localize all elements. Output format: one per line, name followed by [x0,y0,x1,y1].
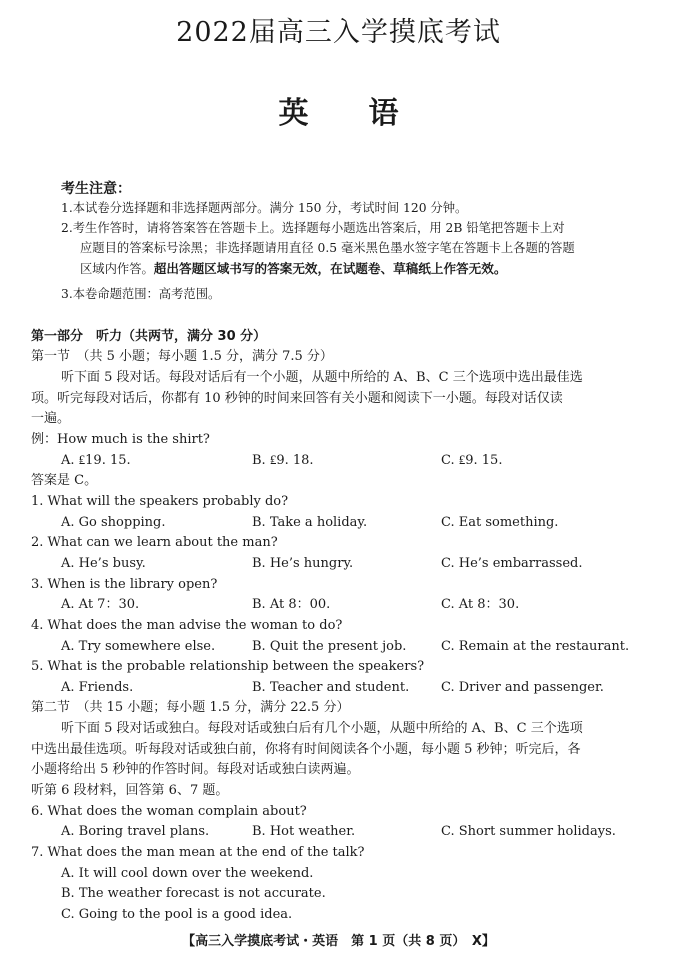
example-option-b: B. ₤9. 18. [252,453,314,468]
material-6-instruction: 听第 6 段材料，回答第 6、7 题。 [31,783,229,798]
subject-title [0,88,677,132]
section1-intro-line-1: 听下面 5 段对话。每段对话后有一个小题，从题中所给的 A、B、C 三个选项中选出最佳选 [61,370,583,385]
question-5: 5. What is the probable relationship between the speakers? [31,659,425,674]
question-1-option-a: A. Go shopping. [61,515,166,530]
section2-title: 第二节 （共 15 小题；每小题 1.5 分，满分 22.5 分） [31,700,350,715]
notice-emphasis: 超出答题区域书写的答案无效，在试题卷、草稿纸上作答无效。 [153,261,507,276]
question-4-option-c: C. Remain at the restaurant. [441,639,630,654]
section1-intro-line-3: 一遍。 [31,411,71,426]
example-option-a: A. ₤19. 15. [61,453,131,468]
question-7-option-a: A. It will cool down over the weekend. [61,866,314,881]
section1-title: 第一节 （共 5 小题；每小题 1.5 分，满分 7.5 分） [31,349,333,364]
example-question: 例：How much is the shirt? [31,432,210,447]
notice-item-2-line-3-plain: 区域内作答。 [80,262,154,276]
question-2-option-c: C. He’s embarrassed. [441,556,583,571]
part1-title: 第一部分 听力（共两节，满分 30 分） [31,329,267,344]
question-2-option-b: B. He’s hungry. [252,556,354,571]
question-2: 2. What can we learn about the man? [31,535,278,550]
notice-item-2-line-2: 应题目的答案标号涂黑；非选择题请用直径 0.5 毫米黑色墨水签字笔在答题卡上各题的答题 [80,241,575,255]
question-5-option-c: C. Driver and passenger. [441,680,604,695]
notice-item-3: 3.本卷命题范围：高考范围。 [61,287,221,301]
question-6-option-c: C. Short summer holidays. [441,824,616,839]
question-1: 1. What will the speakers probably do? [31,494,289,509]
question-6-option-a: A. Boring travel plans. [61,824,210,839]
question-7-option-b: B. The weather forecast is not accurate. [61,886,326,901]
example-answer: 答案是 C。 [31,473,98,488]
question-1-option-c: C. Eat something. [441,515,559,530]
question-6: 6. What does the woman complain about? [31,804,307,819]
section1-intro-line-2: 项。听完每段对话后，你都有 10 秒钟的时间来回答有关小题和阅读下一小题。每段对话仅读 [31,391,563,406]
question-5-option-b: B. Teacher and student. [252,680,410,695]
example-option-c: C. ₤9. 15. [441,453,503,468]
question-7-option-c: C. Going to the pool is a good idea. [61,907,293,922]
question-6-option-b: B. Hot weather. [252,824,356,839]
question-2-option-a: A. He’s busy. [61,556,146,571]
section2-intro-line-3: 小题将给出 5 秒钟的作答时间。每段对话或独白读两遍。 [31,762,360,777]
subject-char-2: 语 [368,96,399,131]
page-footer: 【高三入学摸底考试・英语 第 1 页（共 8 页） X】 [182,934,495,949]
question-3: 3. When is the library open? [31,577,218,592]
notice-title: 考生注意： [61,181,131,197]
notice-item-1: 1.本试卷分选择题和非选择题两部分。满分 150 分，考试时间 120 分钟。 [61,201,468,215]
question-3-option-c: C. At 8：30. [441,597,520,612]
question-4-option-b: B. Quit the present job. [252,639,407,654]
question-1-option-b: B. Take a holiday. [252,515,368,530]
notice-item-2-line-3 [80,258,506,277]
exam-title: 2022届高三入学摸底考试 [176,17,501,48]
subject-char-1: 英 [278,96,309,131]
question-4-option-a: A. Try somewhere else. [61,639,216,654]
section2-intro-line-1: 听下面 5 段对话或独白。每段对话或独白后有几个小题，从题中所给的 A、B、C 三个选项 [61,721,583,736]
question-5-option-a: A. Friends. [61,680,134,695]
question-7: 7. What does the man mean at the end of the talk? [31,845,365,860]
section2-intro-line-2: 中选出最佳选项。听每段对话或独白前，你将有时间阅读各个小题，每小题 5 秒钟；听完后，各 [31,742,581,757]
question-4: 4. What does the man advise the woman to do? [31,618,343,633]
question-3-option-a: A. At 7：30. [61,597,140,612]
notice-item-2-line-1: 2.考生作答时，请将答案答在答题卡上。选择题每小题选出答案后，用 2B 铅笔把答题卡上对 [61,221,565,235]
question-3-option-b: B. At 8：00. [252,597,331,612]
